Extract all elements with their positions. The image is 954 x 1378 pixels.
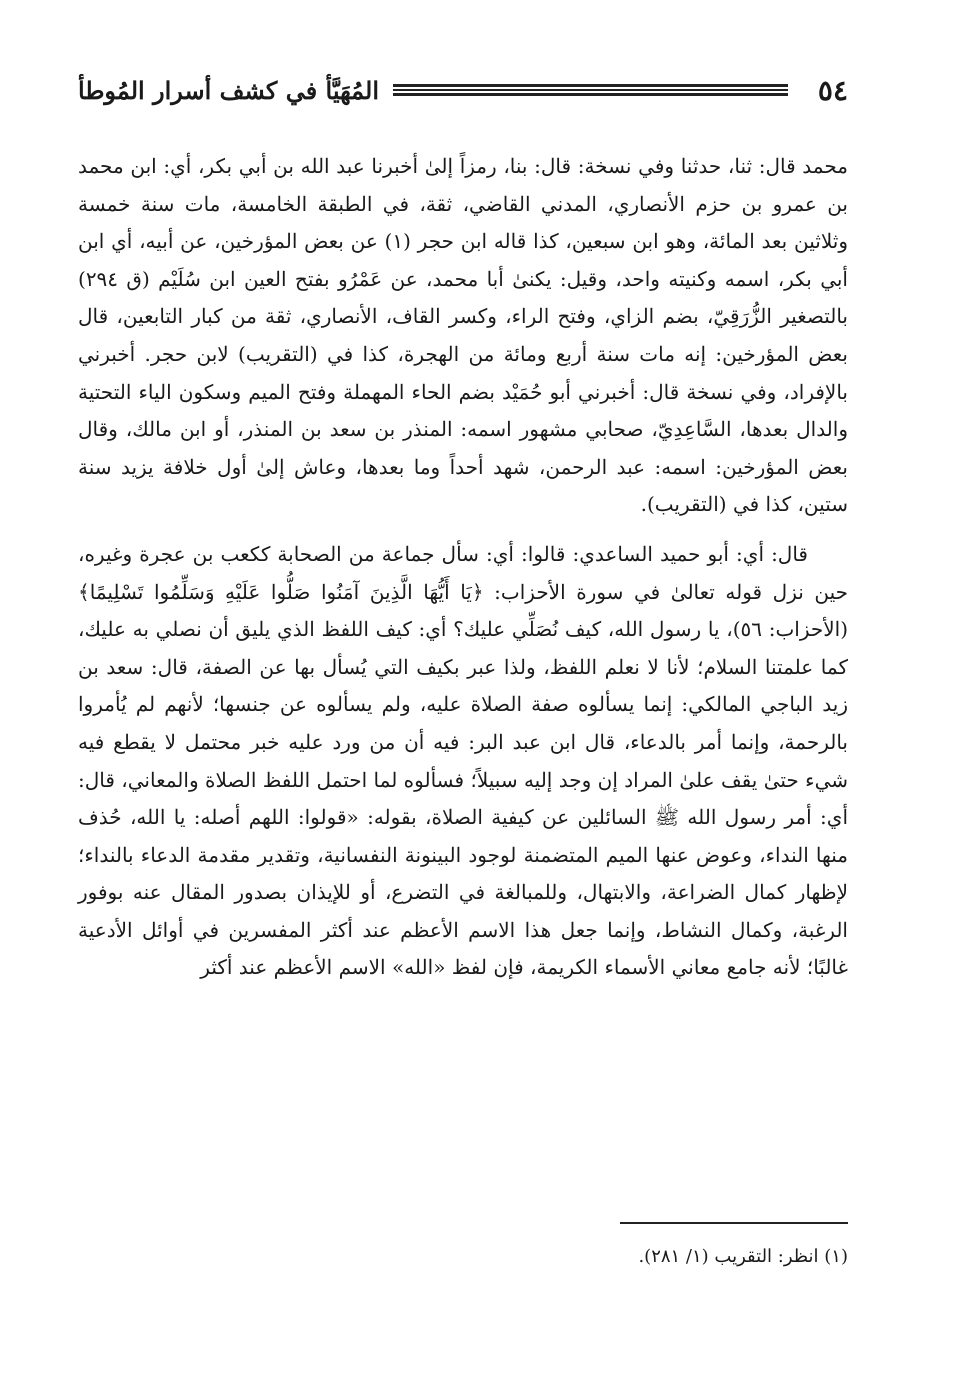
main-text bbox=[78, 148, 848, 987]
book-title: المُهَيَّأ في كشف أسرار المُوطأ bbox=[78, 75, 379, 105]
footnote-rule bbox=[620, 1222, 848, 1224]
footnote: (١) انظر: التقريب (١/ ٢٨١). bbox=[638, 1246, 848, 1267]
paragraph-2: قال: أي: أبو حميد الساعدي: قالوا: أي: سأل جماعة من الصحابة ككعب بن عجرة وغيره، حين نزل قوله تعالىٰ في سورة الأحزاب: ﴿يَا أَيُّهَا الَّذِينَ آمَنُوا صَلُّوا عَلَيْهِ وَسَلِّمُوا تَسْلِيمًا﴾ (الأحزاب: ٥٦)، يا رسول الله، كيف نُصَلِّي عليك؟ أي: كيف اللفظ الذي يليق أن نصلي به عليك، كما علمتنا السلام؛ لأنا لا نعلم اللفظ، ولذا عبر بكيف التي يُسأل بها عن الصفة، قال: سعد بن زيد الباجي المالكي: إنما يسألوه صفة الصلاة عليه، ولم يسألوه عن جنسها؛ لأنهم لم يُأمروا بالرحمة، وإنما أمر بالدعاء، قال ابن عبد البر: فيه أن من ورد عليه خبر محتمل لا يقطع فيه شيء حتىٰ يقف علىٰ المراد إن وجد إليه سبيلاً؛ فسألوه لما احتمل اللفظ الصلاة والمعاني، قال: أي: أمر رسول الله ﷺ السائلين عن كيفية الصلاة، بقوله: «قولوا: اللهم أصله: يا الله، حُذف منها النداء، وعوض عنها الميم المتضمنة لوجود البينونة النفسانية، وتقدير مقدمة الدعاء بالنداء؛ لإظهار كمال الضراعة، والابتهال، وللمبالغة في التضرع، أو للإيذان بصدور المقال عنه بوفور الرغبة، وكمال النشاط، وإنما جعل هذا الاسم الأعظم عند أكثر المفسرين في أوائل الأدعية غالبًا؛ لأنه جامع معاني الأسماء الكريمة، فإن لفظ «الله» الاسم الأعظم عند أكثر bbox=[78, 541, 848, 980]
header-rule bbox=[393, 84, 788, 96]
page-number: ٥٤ bbox=[817, 73, 848, 107]
page-header bbox=[78, 70, 848, 110]
paragraph-1: محمد قال: ثنا، حدثنا وفي نسخة: قال: بنا، رمزاً إلىٰ أخبرنا عبد الله بن أبي بكر، أي: ابن محمد بن عمرو بن حزم الأنصاري، المدني القاضي، ثقة، في الطبقة الخامسة، مات سنة خمسة وثلاثين بعد المائة، وهو ابن سبعين، كذا قاله ابن حجر (١) عن بعض المؤرخين، عن أبيه، أي ابن أبي بكر، اسمه وكنيته واحد، وقيل: يكنىٰ أبا محمد، عن عَمْرُو بفتح العين ابن سُلَيْم (ق ٢٩٤) بالتصغير الزُّرَقِيّ، بضم الزاي، وفتح الراء، وكسر القاف، الأنصاري، ثقة من كبار التابعين، قال بعض المؤرخين: إنه مات سنة أربع ومائة من الهجرة، كذا في (التقريب) لابن حجر. أخبرني بالإفراد، وفي نسخة قال: أخبرني أبو حُمَيْد بضم الحاء المهملة وفتح الميم وسكون الياء التحتية والدال بعدها، السَّاعِدِيّ، صحابي مشهور اسمه: المنذر بن سعد بن المنذر، أو ابن مالك، وقال بعض المؤرخين: اسمه: عبد الرحمن، شهد أحداً وما بعدها، وعاش إلىٰ أول خلافة يزيد سنة ستين، كذا في (التقريب). bbox=[78, 154, 848, 517]
